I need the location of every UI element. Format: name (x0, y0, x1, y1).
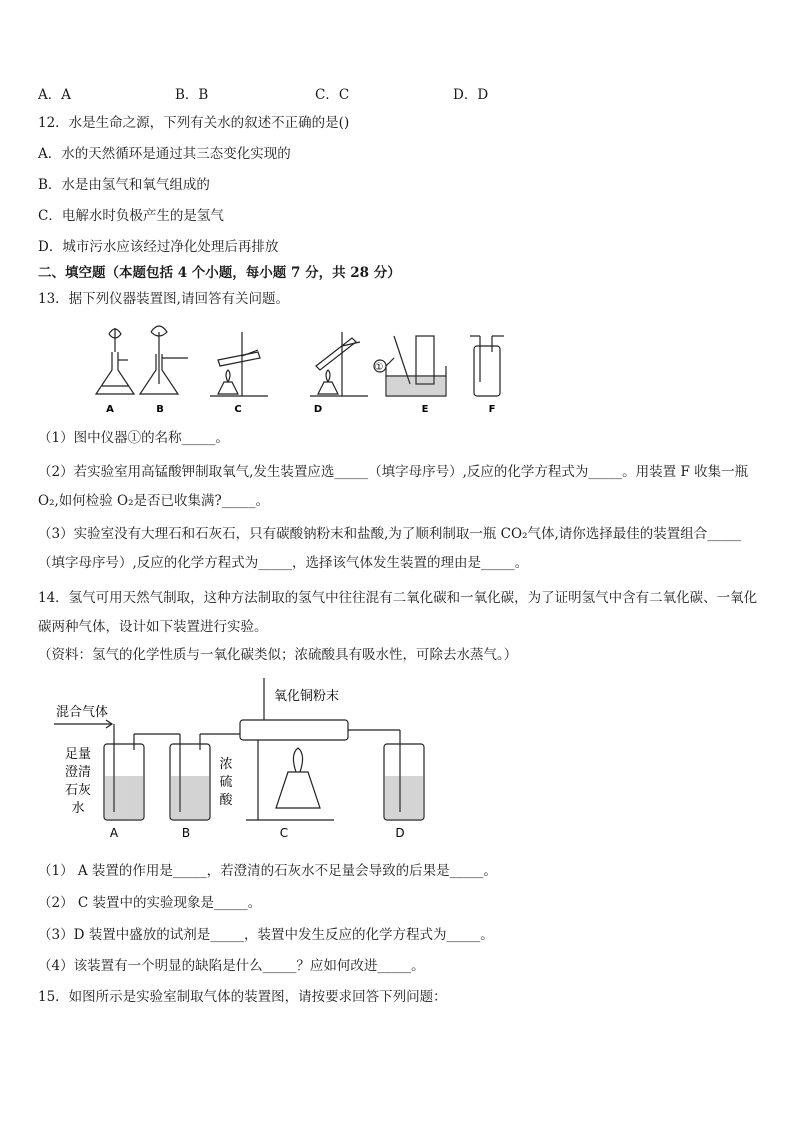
q12-option-a: A．水的天然循环是通过其三态变化实现的 (38, 146, 291, 162)
q14-label-c: C (279, 826, 289, 840)
q14-part1: （1） A 装置的作用是_____，若澄清的石灰水不足量会导致的后果是_____。 (38, 863, 497, 879)
section-heading: 二、填空题（本题包括 4 个小题，每小题 7 分，共 28 分） (38, 265, 401, 281)
q11-option-d: D．D (453, 87, 489, 103)
q13-label-f: F (488, 404, 496, 415)
q13-part2: （2）若实验室用高锰酸钾制取氧气,发生装置应选_____（填字母序号）,反应的化学方程式为_____。用装置 F 收集一瓶 O₂,如何检验 O₂是否已收集满?_____。 (38, 464, 749, 509)
q13-label-d: D (313, 404, 323, 415)
q14-label-a: A (109, 826, 119, 840)
q14-note: （资料：氢气的化学性质与一氧化碳类似；浓硫酸具有吸水性，可除去水蒸气。） (38, 647, 518, 663)
q13-part3: （3）实验室没有大理石和石灰石，只有碳酸钠粉末和盐酸,为了顺利制取一瓶 CO₂气体,请你选择最佳的装置组合_____（填字母序号）,反应的化学方程式为_____，选择该气体发生装置的理由是_____。 (38, 526, 742, 571)
q11-option-b: B．B (175, 87, 209, 103)
q14-acid-2: 硫 (219, 775, 233, 790)
q13-label-b: B (156, 404, 164, 415)
q11-option-c: C．C (315, 87, 350, 103)
q14-label-d: D (395, 826, 405, 840)
q15-stem: 15．如图所示是实验室制取气体的装置图，请按要求回答下列问题： (38, 989, 447, 1005)
q14-stem: 14．氢气可用天然气制取，这种方法制取的氢气中往往混有二氧化碳和一氧化碳，为了证明氢气中含有二氧化碳、一氧化碳两种气体，设计如下装置进行实验。 (38, 590, 758, 635)
q14-acid-1: 浓 (219, 757, 233, 772)
q13-label-a: A (106, 404, 114, 415)
q13-label-c: C (234, 404, 242, 415)
q12-stem: 12．水是生命之源，下列有关水的叙述不正确的是() (38, 115, 350, 131)
q14-limewater-3: 石灰 (64, 783, 92, 798)
q14-limewater-4: 水 (71, 801, 85, 816)
q14-limewater-1: 足量 (64, 747, 92, 762)
q13-stem: 13．据下列仪器装置图,请回答有关问题。 (38, 291, 289, 307)
q11-option-a: A．A (38, 87, 71, 103)
q13-circle-label: ① (374, 362, 384, 373)
q14-part4: （4）该装置有一个明显的缺陷是什么_____？应如何改进_____。 (38, 958, 425, 974)
q14-apparatus-figure (50, 676, 430, 842)
q13-apparatus-figure (90, 322, 530, 418)
q14-label-b: B (181, 826, 191, 840)
q14-limewater-2: 澄清 (64, 765, 92, 780)
q12-option-d: D．城市污水应该经过净化处理后再排放 (38, 239, 279, 255)
q14-powder-label: 氧化铜粉末 (274, 689, 340, 704)
q14-gas-in-label: 混合气体 (56, 705, 109, 720)
q13-part1: （1）图中仪器①的名称_____。 (38, 430, 229, 446)
q14-acid-3: 酸 (219, 793, 233, 808)
q14-part3: （3）D 装置中盛放的试剂是_____，装置中发生反应的化学方程式为_____。 (38, 927, 494, 943)
q12-option-c: C．电解水时负极产生的是氢气 (38, 208, 224, 224)
q12-option-b: B．水是由氢气和氧气组成的 (38, 177, 210, 193)
q13-label-e: E (421, 404, 429, 415)
q14-part2: （2） C 装置中的实验现象是_____。 (38, 895, 262, 911)
